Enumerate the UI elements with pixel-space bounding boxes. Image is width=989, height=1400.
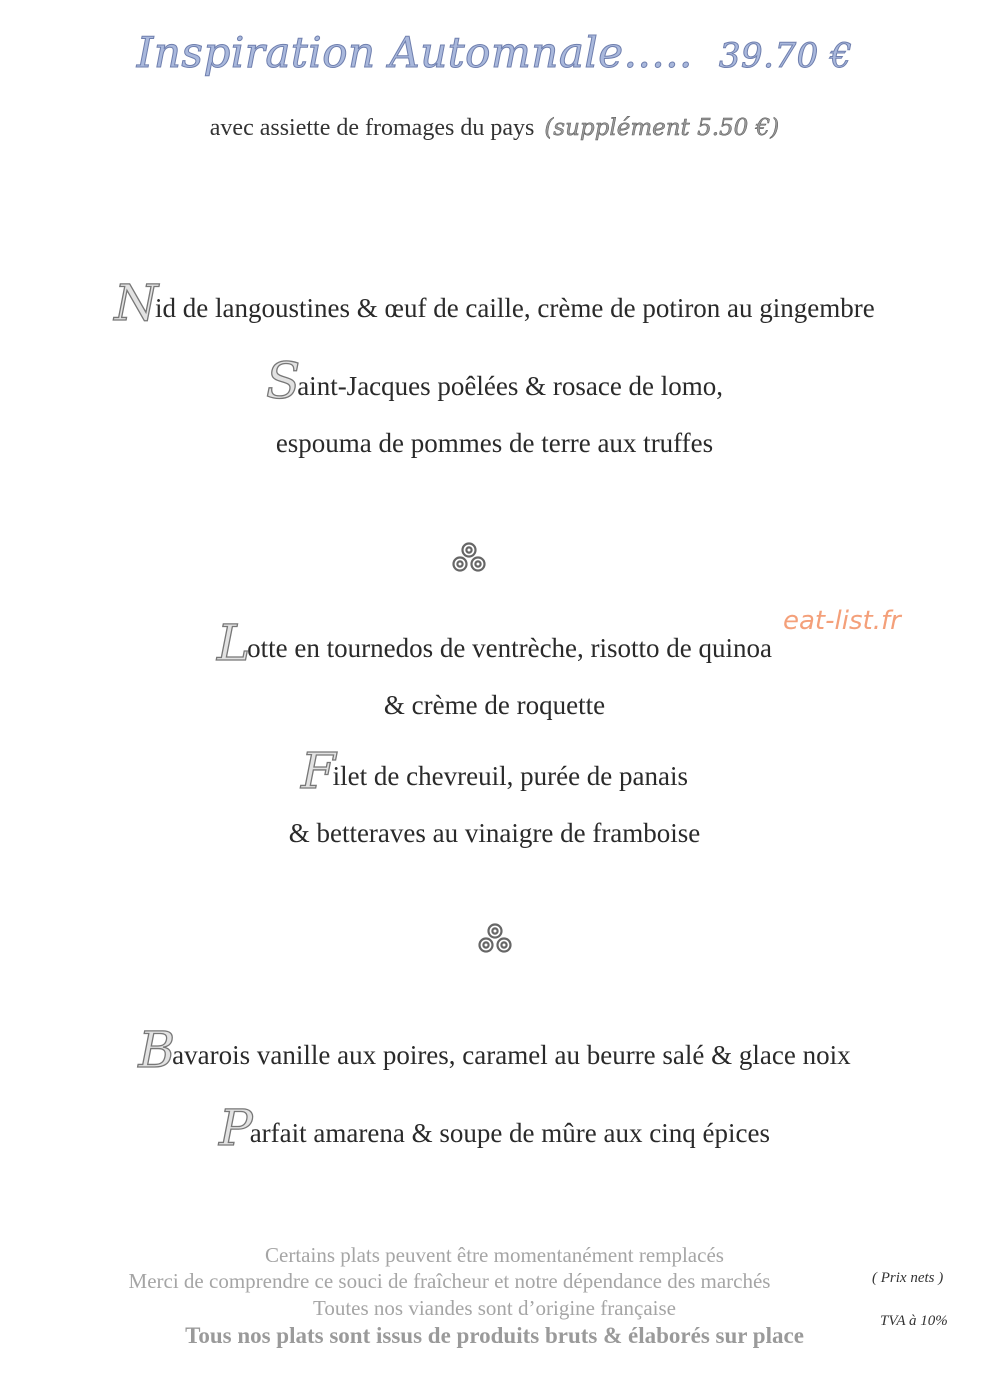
dish-text: otte en tournedos de ventrèche, risotto de quinoa [247,633,773,663]
menu-title [0,28,989,77]
dessert-item-1 [0,1021,989,1079]
tva-note: TVA à 10% [880,1313,948,1329]
drop-cap: F [300,742,336,800]
menu-subtitle [0,115,989,142]
dessert-item-2 [0,1099,989,1157]
drop-cap: P [219,1099,253,1157]
drop-cap: B [138,1021,176,1079]
watermark: eat-list.fr [783,606,901,636]
footer-line-4: Tous nos plats sont issus de produits bruts & élaborés sur place [185,1323,804,1348]
dish-text: avarois vanille aux poires, caramel au beurre salé & glace noix [172,1040,851,1070]
footer-line-3: Toutes nos viandes sont d’origine française [312,1296,677,1320]
dish-text: ilet de chevreuil, purée de panais [332,761,689,791]
menu-price: 39.70 € [718,36,853,76]
prix-nets-note: ( Prix nets ) [872,1270,944,1286]
menu-title-text: Inspiration Automnale..... [136,28,693,77]
dish-text: aint-Jacques poêlées & rosace de lomo, [297,371,724,401]
subtitle-text: avec assiette de fromages du pays [209,115,535,141]
dish-text: arfait amarena & soupe de mûre aux cinq épices [249,1118,770,1148]
footer-line-1: Certains plats peuvent être momentanément remplacés [265,1243,724,1267]
drop-cap: L [216,614,251,672]
drop-cap: N [114,274,158,332]
drop-cap: S [265,352,301,410]
dish-text: id de langoustines & œuf de caille, crème de potiron au gingembre [154,293,875,323]
footer-line-2: Merci de comprendre ce souci de fraîcheur et notre dépendance des marchés [128,1269,771,1293]
triskelion-icon [451,541,487,573]
main-item-2 [0,742,989,800]
main-item-1-continuation: & crème de roquette [383,690,606,720]
main-item-2-continuation: & betteraves au vinaigre de framboise [288,818,701,848]
starter-item-2 [0,352,989,410]
triskelion-icon [477,922,513,954]
starter-item-2-continuation: espouma de pommes de terre aux truffes [275,428,714,458]
starter-item-1 [0,274,989,332]
supplement-text: (supplément 5.50 €) [544,115,780,141]
